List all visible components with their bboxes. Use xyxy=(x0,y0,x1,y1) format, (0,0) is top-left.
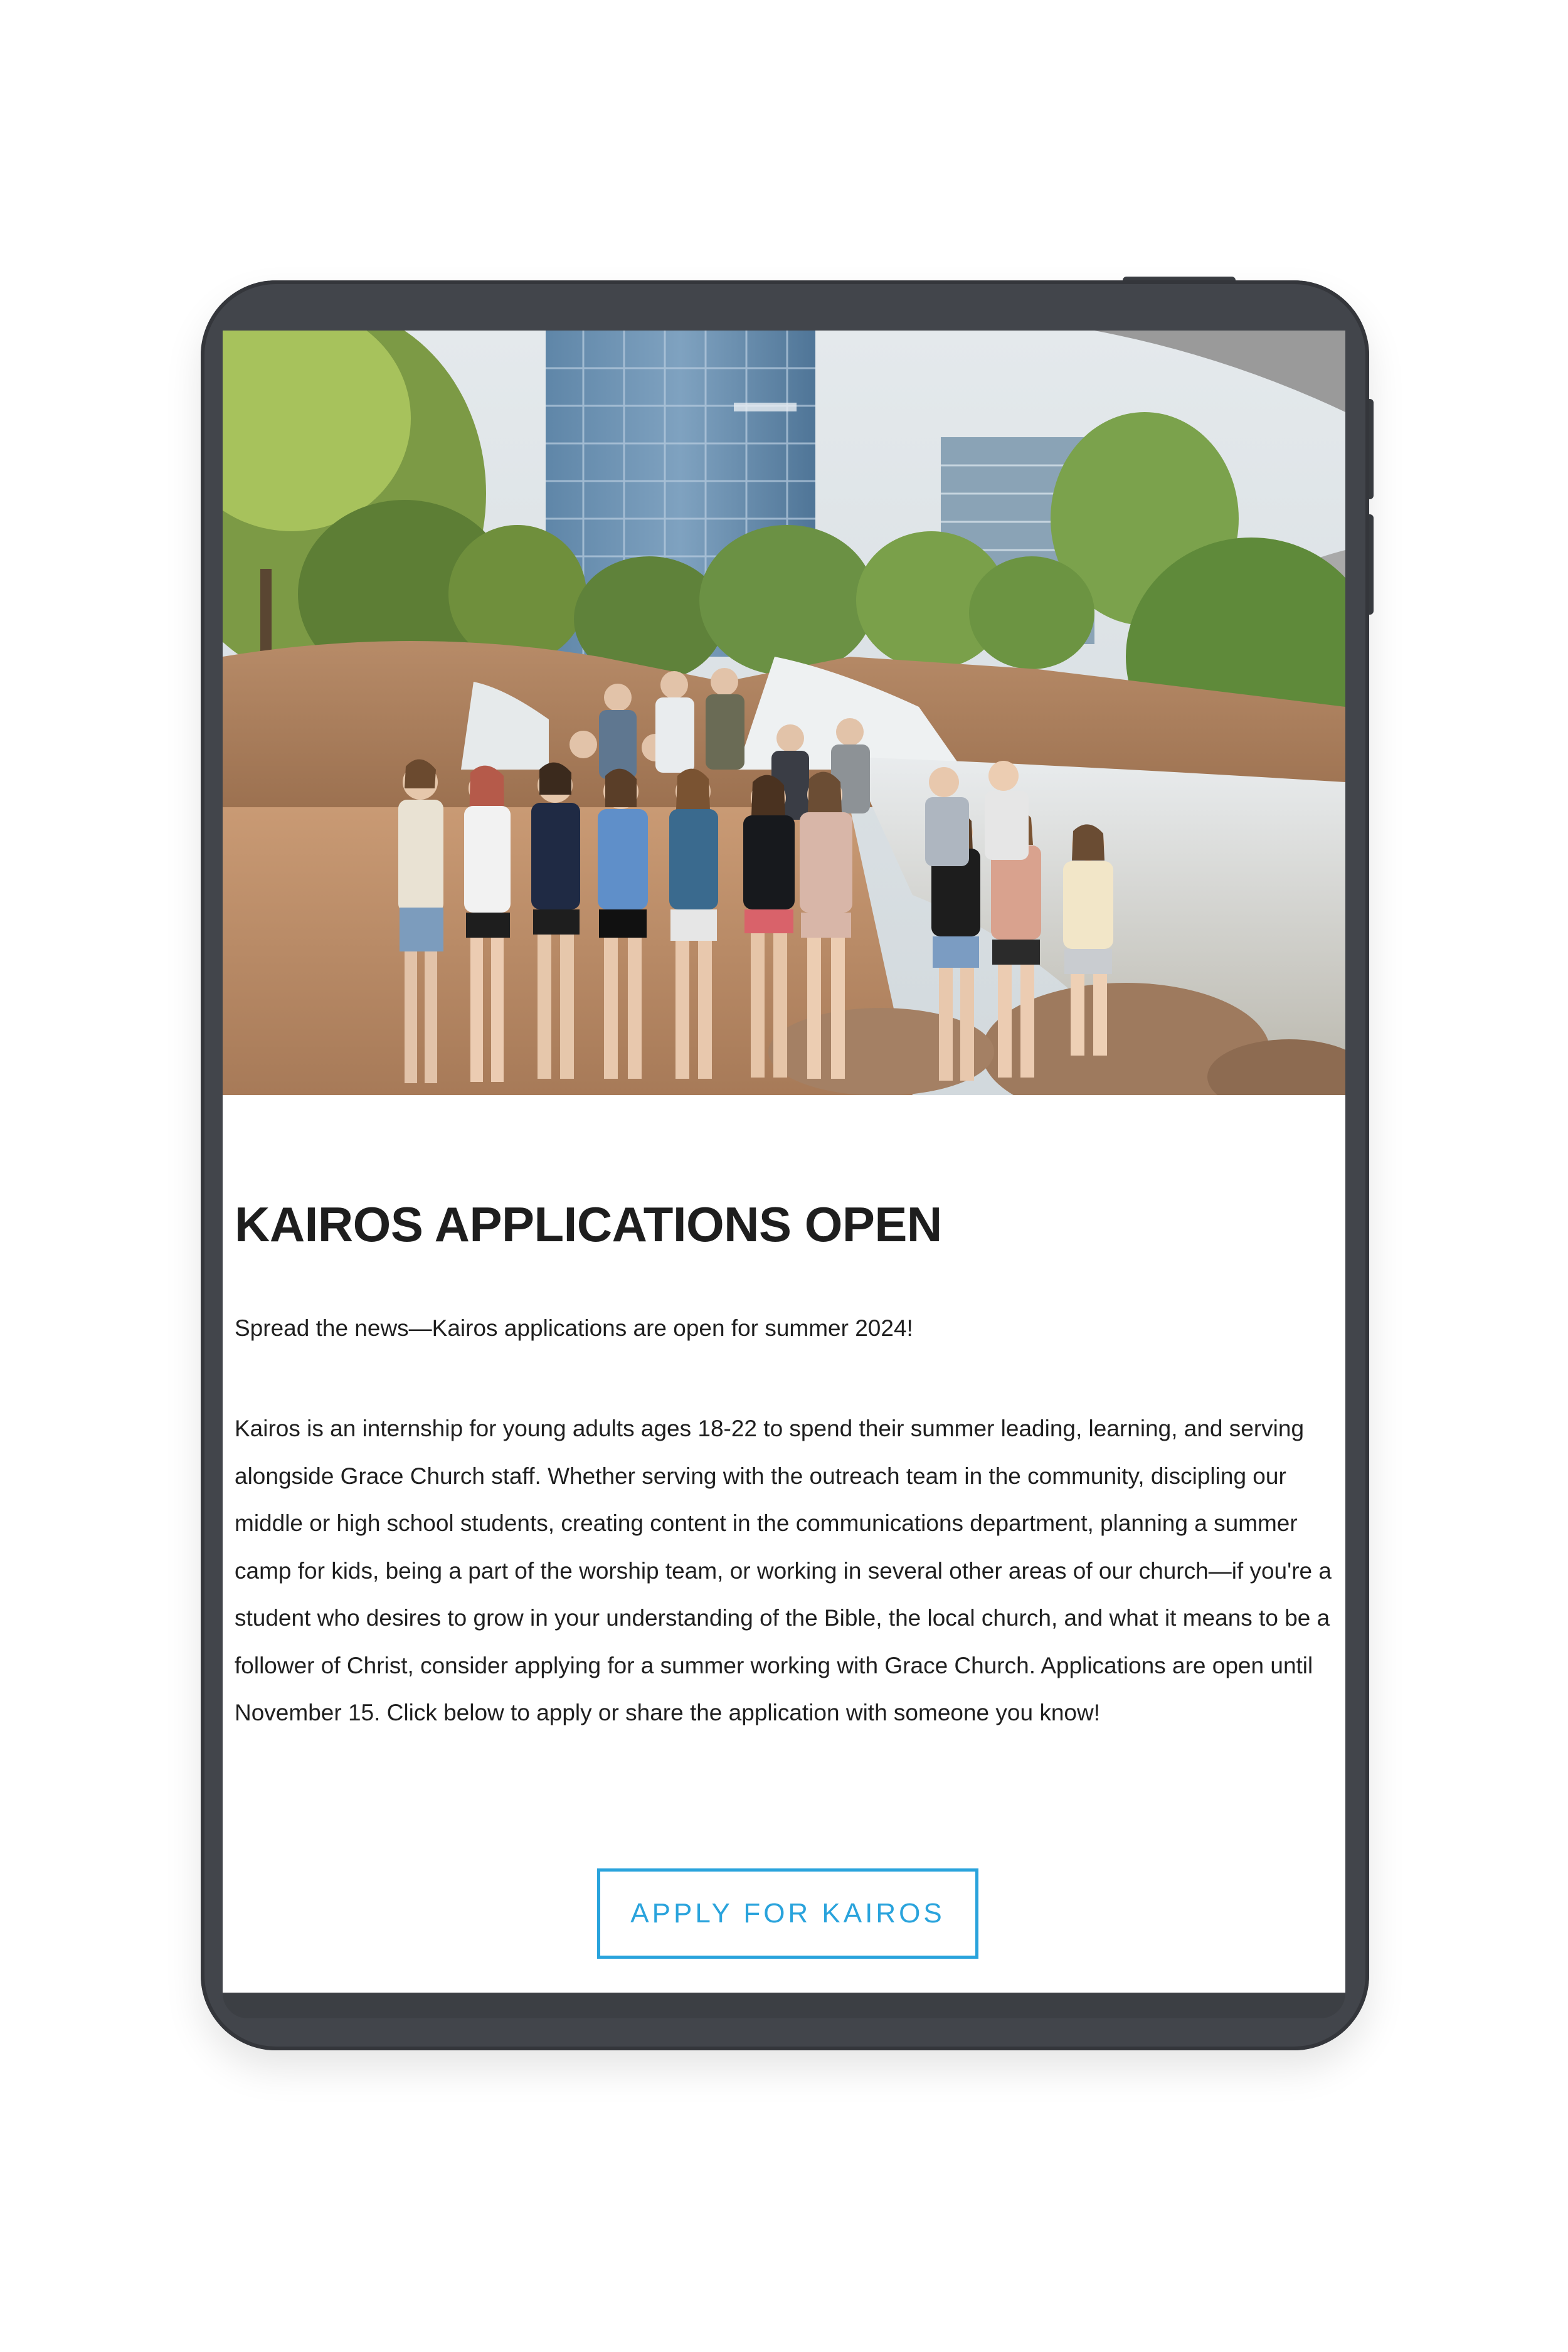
lead-paragraph: Spread the news—Kairos applications are open for summer 2024! xyxy=(235,1315,913,1341)
body-paragraph: Kairos is an internship for young adults ages 18-22 to spend their summer leading, learning, and serving alongside Grace Church staff. Whether serving with the outreach team in the community, discipling our middle or high school students, creating content in the communications department, planning a summer camp for kids, being a part of the worship team, or working in several other areas of our church—if you're a student who desires to grow in your understanding of the Bible, the local church, and what it means to be a follower of Christ, consider applying for a summer working with Grace Church. Applications are open until November 15. Click below to apply or share the application with someone you know! xyxy=(235,1416,1332,1725)
tablet-bottom-bezel xyxy=(223,1993,1345,2018)
tablet-screen xyxy=(223,331,1345,1993)
hero-photo xyxy=(223,331,1345,1095)
page-title: KAIROS APPLICATIONS OPEN xyxy=(235,1197,942,1252)
apply-for-kairos-button[interactable]: APPLY FOR KAIROS xyxy=(597,1868,978,1959)
